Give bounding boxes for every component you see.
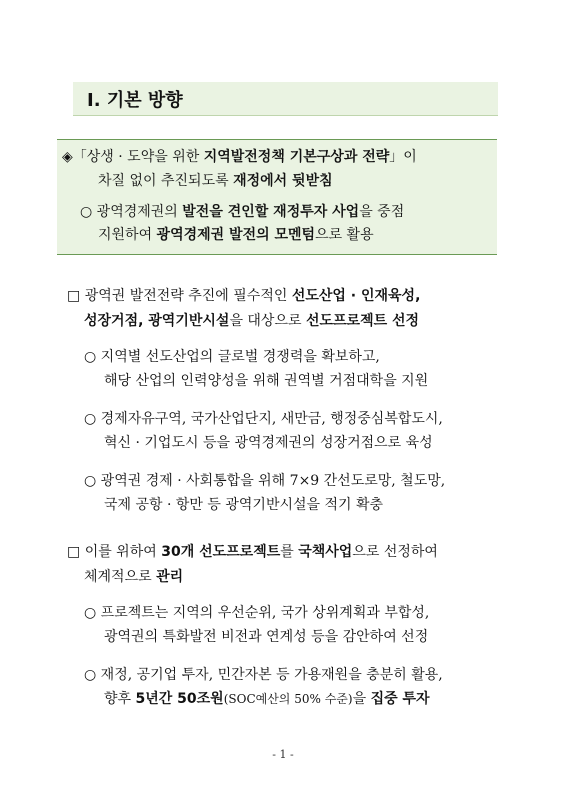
section-2-line-1: [67, 543, 438, 561]
circle-bullet-icon: ○: [84, 473, 97, 489]
section-2-bullet-2-line-1: [84, 666, 443, 684]
summary-item-1-line-1: [62, 148, 417, 166]
bullet-text: 향후: [104, 691, 136, 707]
section-text: 체계적으로: [84, 569, 157, 585]
section-text: 광역권 발전전략 추진에 필수적인: [84, 288, 292, 304]
summary-text: 으로 활용: [315, 227, 374, 243]
circle-bullet-icon: ○: [80, 204, 93, 220]
diamond-bullet-icon: ◈: [62, 149, 73, 165]
section-emphasis: 선도산업 · 인재육성,: [291, 288, 421, 304]
section-1-bullet-2-line-2: [104, 434, 433, 452]
section-2-bullet-1-line-2: [104, 628, 428, 646]
circle-bullet-icon: ○: [84, 667, 97, 683]
square-bullet-icon: □: [67, 288, 81, 304]
summary-emphasis: 지역발전정책 기본구상과 전략: [203, 149, 390, 165]
section-2-bullet-1-line-1: [84, 604, 429, 622]
bullet-text: 지역별 선도산업의 글로벌 경쟁력을 확보하고,: [100, 349, 380, 365]
section-text: 를: [280, 544, 299, 560]
bullet-emphasis: 5년간 50조원: [135, 691, 224, 707]
section-2-line-2: [84, 568, 183, 586]
bullet-text: 프로젝트는 지역의 우선순위, 국가 상위계획과 부합성,: [100, 605, 430, 621]
section-emphasis: 30개 선도프로젝트: [161, 544, 281, 560]
bullet-text: 국제 공항 · 항만 등 광역기반시설을 적기 확충: [104, 497, 384, 513]
section-1-line-2: [84, 312, 419, 330]
section-text: 으로 선정하여: [352, 544, 438, 560]
section-1-line-1: [67, 287, 420, 305]
bullet-text: 혁신 · 기업도시 등을 광역경제권의 성장거점으로 육성: [104, 435, 433, 451]
bullet-text: 재정, 공기업 투자, 민간자본 등 가용재원을 충분히 활용,: [100, 667, 443, 683]
bullet-emphasis: 집중 투자: [370, 691, 430, 707]
section-emphasis: 관리: [156, 569, 184, 585]
summary-text: 차질 없이 추진되도록: [98, 173, 234, 189]
page-number: - 1 -: [272, 748, 294, 761]
bullet-text: 해당 산업의 인력양성을 위해 권역별 거점대학을 지원: [104, 373, 429, 389]
summary-emphasis: 재정에서 뒷받침: [233, 173, 333, 189]
section-text: 이를 위하여: [84, 544, 162, 560]
section-2-bullet-2-line-2: [104, 690, 430, 708]
summary-text: 」이: [389, 149, 417, 165]
heading-title: [87, 86, 183, 112]
section-1-bullet-1-line-1: [84, 348, 380, 366]
summary-emphasis: 발전을 견인할 재정투자 사업: [182, 204, 360, 220]
bullet-text: 광역권의 특화발전 비전과 연계성 등을 감안하여 선정: [104, 629, 429, 645]
summary-text: 「상생 · 도약을 위한: [72, 149, 204, 165]
square-bullet-icon: □: [67, 544, 81, 560]
circle-bullet-icon: ○: [84, 349, 97, 365]
summary-text: 을 중점: [359, 204, 405, 220]
summary-item-2-line-2: [98, 226, 374, 244]
summary-emphasis: 광역경제권 발전의 모멘텀: [156, 227, 316, 243]
circle-bullet-icon: ○: [84, 605, 97, 621]
section-1-bullet-2-line-1: [84, 410, 443, 428]
section-text: 을 대상으로: [229, 313, 306, 329]
bullet-text: 경제자유구역, 국가산업단지, 새만금, 행정중심복합도시,: [100, 411, 443, 427]
section-emphasis: 국책사업: [298, 544, 353, 560]
summary-item-2-line-1: [80, 203, 404, 221]
section-1-bullet-3-line-1: [84, 472, 445, 490]
bullet-text: 을: [352, 691, 371, 707]
summary-text: 광역경제권의: [96, 204, 183, 220]
summary-text: 지원하여: [98, 227, 157, 243]
heading-roman-numeral: Ⅰ.: [87, 90, 101, 111]
section-1-bullet-3-line-2: [104, 496, 383, 514]
section-emphasis: 성장거점, 광역기반시설: [84, 313, 230, 329]
section-heading: [73, 82, 498, 116]
heading-label: 기본 방향: [106, 90, 183, 111]
bullet-note: (SOC예산의 50% 수준): [223, 692, 353, 706]
summary-item-1-line-2: [98, 172, 333, 190]
section-1-bullet-1-line-2: [104, 372, 428, 390]
circle-bullet-icon: ○: [84, 411, 97, 427]
bullet-text: 광역권 경제 · 사회통합을 위해 7×9 간선도로망, 철도망,: [100, 473, 446, 489]
section-emphasis: 선도프로젝트 선정: [305, 313, 420, 329]
